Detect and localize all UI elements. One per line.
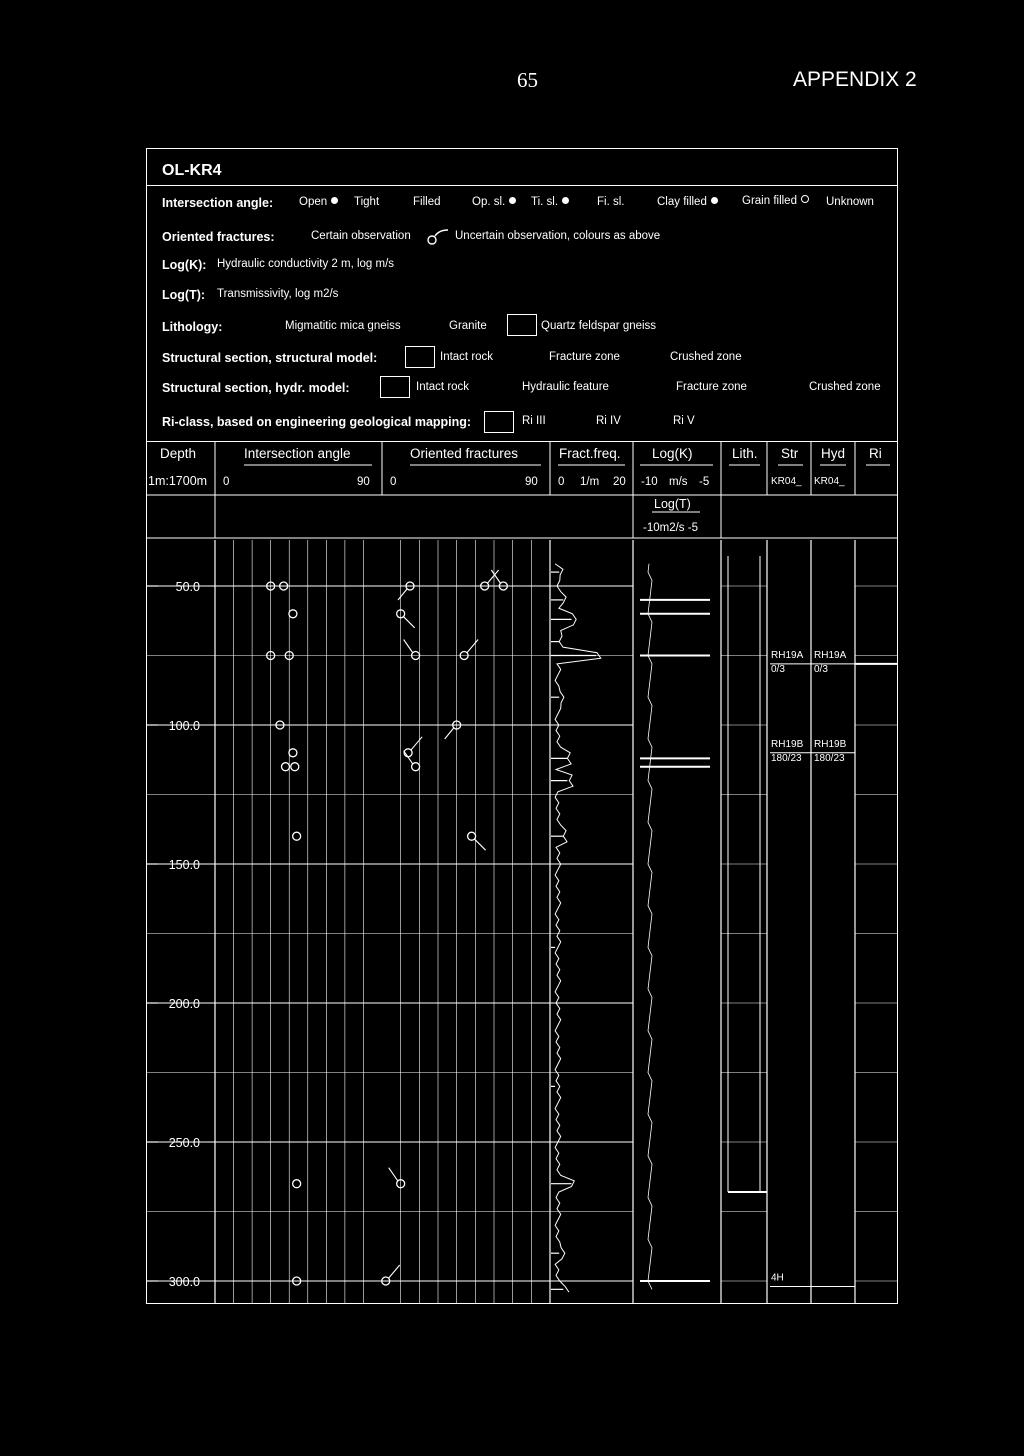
log-title: OL-KR4 [162, 162, 222, 179]
str-zone-code: 4H [771, 1272, 784, 1284]
legend-logk-label: Log(K): [162, 258, 207, 272]
legend-item-clay: Clay filled [657, 196, 721, 208]
hyd-zone-orientation: 0/3 [814, 663, 828, 675]
ff-unit: 1/m [580, 476, 600, 488]
lith-item-qfg: Quartz feldspar gneiss [541, 320, 657, 332]
legend-struct-label: Structural section, structural model: [162, 351, 378, 365]
legend-oriented-uncertain: Uncertain observation, colours as above [455, 230, 661, 242]
ff-min: 0 [558, 476, 565, 488]
oriented-tail [404, 640, 413, 653]
col-scale: 1m:1700m [148, 474, 208, 488]
page-number: 65 [517, 68, 538, 92]
legend-hydr-label: Structural section, hydr. model: [162, 381, 350, 395]
legend-item-open: Open [299, 196, 341, 208]
legend-ri-label: Ri-class, based on engineering geological mapping: [162, 415, 472, 429]
struct-item-intact: Intact rock [440, 351, 494, 363]
oriented-tail [404, 751, 413, 764]
hyd-zone-code: RH19A [814, 649, 847, 661]
hydr-item-fracture: Fracture zone [676, 381, 747, 393]
hyd-zone-orientation: 180/23 [814, 752, 845, 764]
legend-oriented-label: Oriented fractures: [162, 230, 275, 244]
of-min: 0 [390, 476, 397, 488]
intersection-circle [293, 1180, 301, 1188]
depth-tick-label: 50.0 [175, 580, 200, 594]
oriented-tail [411, 737, 422, 750]
fracture-frequency-line [555, 564, 601, 1292]
ia-min: 0 [223, 476, 230, 488]
intersection-circle [291, 763, 299, 771]
struct-item-crushed: Crushed zone [670, 351, 742, 363]
hydr-item-crushed: Crushed zone [809, 381, 881, 393]
legend-logk-text: Hydraulic conductivity 2 m, log m/s [217, 258, 395, 270]
col-hyd: Hyd [821, 446, 846, 461]
legend-item-ti-sl: Ti. sl. [531, 196, 572, 208]
intersection-circle [289, 749, 297, 757]
str-zone-code: RH19B [771, 738, 804, 750]
oriented-circle [412, 763, 420, 771]
lith-item-granite: Granite [449, 320, 487, 332]
ff-max: 20 [613, 476, 626, 488]
hyd-code: KR04_ [814, 476, 845, 487]
logt-range: -10m2/s -5 [643, 522, 698, 534]
oriented-circle [468, 832, 476, 840]
legend-item-grain: Grain filled [742, 195, 812, 207]
legend-item-fi-sl: Fi. sl. [597, 196, 625, 208]
depth-tick-label: 100.0 [168, 719, 200, 733]
oriented-tail [398, 589, 407, 600]
col-lith: Lith. [732, 446, 758, 461]
col-ri: Ri [869, 446, 882, 461]
hydr-item-intact: Intact rock [416, 381, 470, 393]
oriented-tail [404, 617, 415, 628]
appendix-label: APPENDIX 2 [793, 68, 917, 91]
logk-unit: m/s [669, 476, 688, 488]
legend-logt-text: Transmissivity, log m2/s [217, 288, 339, 300]
col-intersection: Intersection angle [244, 446, 351, 461]
of-max: 90 [525, 476, 538, 488]
oriented-tail [389, 1168, 398, 1181]
legend-intersection-label: Intersection angle: [162, 196, 274, 210]
legend-lithology-label: Lithology: [162, 320, 223, 334]
intersection-circle [282, 763, 290, 771]
depth-tick-label: 200.0 [168, 997, 200, 1011]
str-zone-code: RH19A [771, 649, 804, 661]
oriented-tail [475, 839, 486, 850]
col-fract-freq: Fract.freq. [559, 446, 621, 461]
str-zone-orientation: 180/23 [771, 752, 802, 764]
ia-max: 90 [357, 476, 370, 488]
legend-item-filled: Filled [413, 196, 441, 208]
legend-item-tight: Tight [354, 196, 380, 208]
col-logk: Log(K) [652, 446, 693, 461]
struct-item-fracture: Fracture zone [549, 351, 620, 363]
legend-item-op-sl: Op. sl. [472, 196, 519, 208]
legend-item-unknown: Unknown [826, 196, 874, 208]
hydr-item-feature: Hydraulic feature [522, 381, 609, 393]
ri-item-4: Ri IV [596, 415, 621, 427]
depth-tick-label: 250.0 [168, 1136, 200, 1150]
legend-logt-label: Log(T): [162, 288, 206, 302]
logk-min: -10 [641, 476, 658, 488]
oriented-tail [467, 640, 478, 653]
depth-tick-label: 300.0 [168, 1275, 200, 1289]
ri-item-5: Ri V [673, 415, 695, 427]
col-str: Str [781, 446, 799, 461]
lith-item-mica-gneiss: Migmatitic mica gneiss [285, 320, 401, 332]
oriented-tail [389, 1265, 400, 1278]
logk-trace [648, 564, 652, 1290]
depth-tick-label: 150.0 [168, 858, 200, 872]
col-depth: Depth [160, 446, 197, 461]
oriented-tail [445, 728, 454, 739]
str-zone-orientation: 0/3 [771, 663, 785, 675]
str-code: KR04_ [771, 476, 802, 487]
ri-item-3: Ri III [522, 415, 546, 427]
col-logt: Log(T) [654, 497, 691, 511]
logk-max: -5 [699, 476, 710, 488]
intersection-circle [289, 610, 297, 618]
col-oriented: Oriented fractures [410, 446, 519, 461]
hyd-zone-code: RH19B [814, 738, 847, 750]
legend-oriented-certain: Certain observation [311, 230, 411, 242]
intersection-circle [293, 832, 301, 840]
